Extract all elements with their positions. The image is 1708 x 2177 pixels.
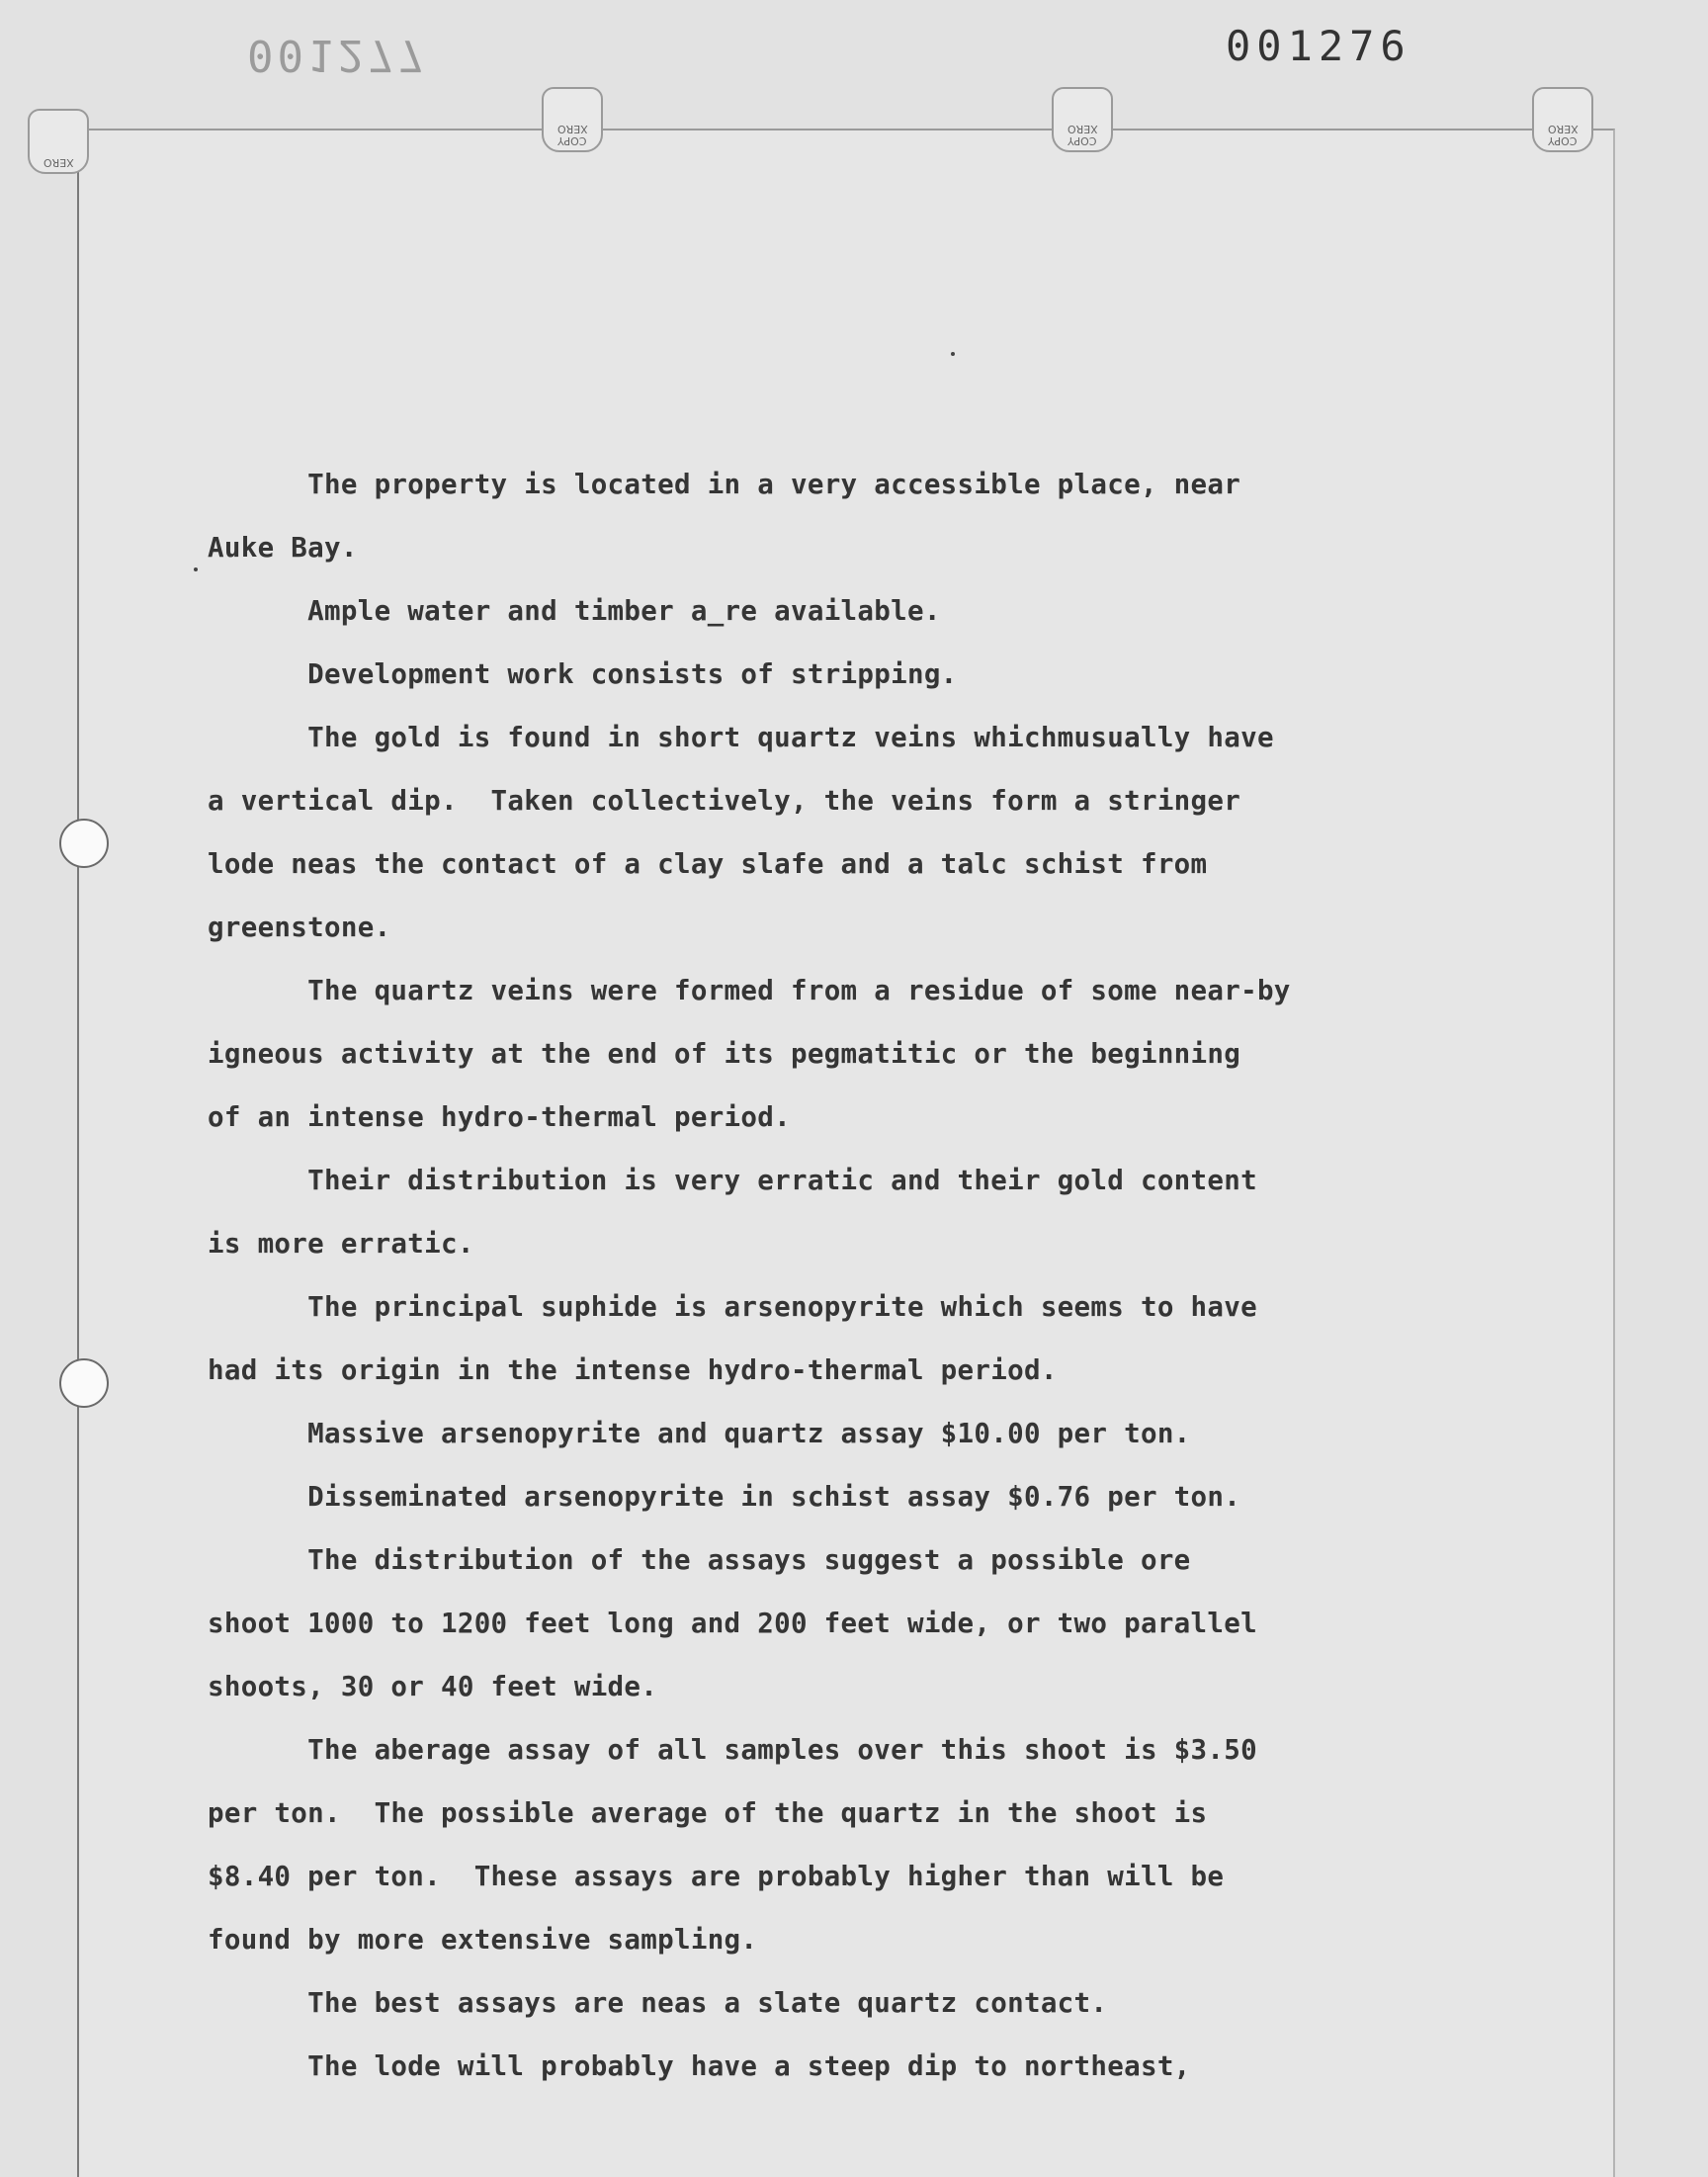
paragraph-sulphide: The principal suphide is arsenopyrite which seems to have had its origin in the intense hydro-thermal period. xyxy=(208,1291,1257,1386)
xero-copy-clip-4 xyxy=(1532,87,1593,152)
clip-label: XERO xyxy=(556,123,588,135)
paragraph-best-assays: The best assays are neas a slate quartz contact. xyxy=(208,1987,1108,2019)
paragraph-lode-dip: The lode will probably have a steep dip to northeast, xyxy=(208,2050,1191,2082)
paragraph-distribution: Their distribution is very erratic and their gold content is more erratic. xyxy=(208,1165,1257,1260)
clip-label: COPY xyxy=(557,134,587,147)
clip-label: XERO xyxy=(1067,123,1098,135)
paragraph-ore-shoot: The distribution of the assays suggest a possible ore shoot 1000 to 1200 feet long and 200 feet wide, or two parallel shoots, 30 or 40 feet wide. xyxy=(208,1544,1257,1702)
mirrored-page-number: 001277 xyxy=(247,30,428,80)
paragraph-water-timber: Ample water and timber a_re available. xyxy=(208,595,941,627)
document-body xyxy=(208,453,1443,2098)
dust-speck xyxy=(194,567,198,571)
clip-label: XERO xyxy=(43,156,74,169)
xero-copy-clip-2 xyxy=(542,87,603,152)
clip-label: COPY xyxy=(1068,134,1097,147)
paragraph-gold-veins: The gold is found in short quartz veins whichmusually have a vertical dip. Taken collectively, the veins form a stringer lode neas the contact of a clay slafe and a talc schist from greenstone. xyxy=(208,722,1274,943)
paragraph-disseminated-assay: Disseminated arsenopyrite in schist assay $0.76 per ton. xyxy=(208,1481,1241,1513)
paragraph-massive-assay: Massive arsenopyrite and quartz assay $10.00 per ton. xyxy=(208,1418,1191,1449)
document-number: 001276 xyxy=(1226,22,1411,70)
xero-copy-clip-3 xyxy=(1052,87,1113,152)
punch-hole xyxy=(59,1358,109,1408)
dust-speck xyxy=(951,352,955,356)
punch-hole xyxy=(59,819,109,868)
xero-copy-clip-1 xyxy=(28,109,89,174)
clip-label: XERO xyxy=(1547,123,1579,135)
clip-label: COPY xyxy=(1548,134,1578,147)
paragraph-location: The property is located in a very accessible place, near Auke Bay. xyxy=(208,469,1241,564)
paragraph-average-assay: The aberage assay of all samples over this shoot is $3.50 per ton. The possible average of the quartz in the shoot is $8.40 per ton. These assays are probably higher than will be found by more extensive sampling. xyxy=(208,1734,1257,1956)
paragraph-quartz-origin: The quartz veins were formed from a residue of some near-by igneous activity at the end of its pegmatitic or the beginning of an intense hydro-thermal period. xyxy=(208,975,1291,1133)
paragraph-development: Development work consists of stripping. xyxy=(208,658,958,690)
